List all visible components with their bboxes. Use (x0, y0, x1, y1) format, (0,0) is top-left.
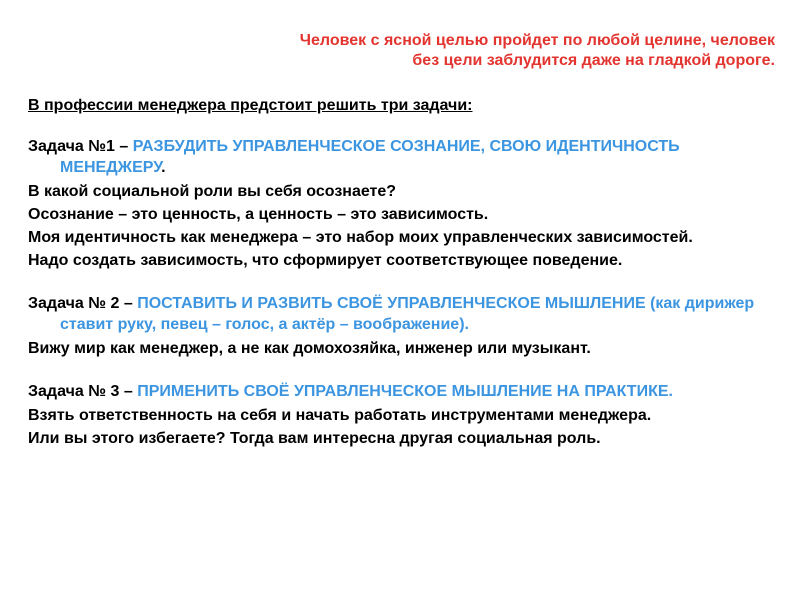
task-3-line-2: Или вы этого избегаете? Тогда вам интересна другая социальная роль. (28, 430, 601, 447)
task-2-title (28, 293, 783, 335)
task-1-line-1: В какой социальной роли вы себя осознаете? (28, 183, 397, 200)
task-3-title (28, 381, 783, 402)
task-2-prefix: Задача № 2 – (28, 295, 138, 312)
task-2 (28, 293, 783, 359)
task-1-line-4: Надо создать зависимость, что сформирует соответствующее поведение. (28, 252, 623, 269)
task-1-title-text: РАЗБУДИТЬ УПРАВЛЕНЧЕСКОЕ СОЗНАНИЕ, СВОЮ ИДЕНТИЧНОСТЬ МЕНЕДЖЕРУ (60, 138, 680, 176)
task-1-line-2: Осознание – это ценность, а ценность – это зависимость. (28, 206, 489, 223)
task-3 (28, 381, 783, 449)
epigraph-line-2: без цели заблудится даже на гладкой дороге. (412, 52, 775, 69)
spacer (28, 273, 783, 293)
task-2-title-text: ПОСТАВИТЬ И РАЗВИТЬ СВОЁ УПРАВЛЕНЧЕСКОЕ МЫШЛЕНИЕ (как дирижер ставит руку, певец – голос, а актёр – воображение). (60, 295, 755, 333)
task-1-title (28, 136, 783, 178)
epigraph-line-1: Человек с ясной целью пройдет по любой целине, человек (299, 32, 775, 49)
task-1-suffix: . (161, 159, 166, 176)
epigraph-quote (120, 31, 775, 71)
task-1-prefix: Задача №1 – (28, 138, 133, 155)
slide-content (28, 95, 783, 451)
task-1-line-3: Моя идентичность как менеджера – это набор моих управленческих зависимостей. (28, 229, 693, 246)
task-2-line-1: Вижу мир как менеджер, а не как домохозяйка, инженер или музыкант. (28, 340, 591, 357)
section-heading: В профессии менеджера предстоит решить три задачи: (28, 97, 473, 114)
task-1 (28, 136, 783, 271)
task-3-line-1: Взять ответственность на себя и начать работать инструментами менеджера. (28, 407, 652, 424)
spacer (28, 361, 783, 381)
task-3-prefix: Задача № 3 – (28, 383, 138, 400)
task-3-title-text: ПРИМЕНИТЬ СВОЁ УПРАВЛЕНЧЕСКОЕ МЫШЛЕНИЕ НА ПРАКТИКЕ. (137, 383, 673, 400)
